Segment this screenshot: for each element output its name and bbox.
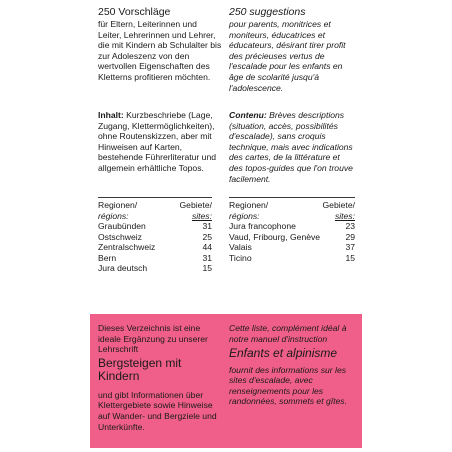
region-name: Graubünden: [98, 221, 146, 231]
table-row: [229, 242, 355, 253]
german-content-text: Kurzbeschriebe (Lage, Zugang, Klettermöglichkeiten), ohne Routenskizzen, aber mit Hinweisen auf Karten, bestehende Führerliteratur und allgemein erhältliche Topos.: [98, 110, 217, 173]
region-count: 37: [345, 242, 355, 252]
table-row: [98, 242, 212, 253]
region-name: Jura deutsch: [98, 263, 148, 273]
info-box-german-body: und gibt Informationen über Klettergebiete sowie Hinweise auf Wander- und Bergziele und Unterkünfte.: [98, 389, 217, 432]
region-count: 23: [345, 221, 355, 231]
region-name: Jura francophone: [229, 221, 296, 231]
info-box: [90, 314, 362, 448]
region-count: 31: [202, 252, 212, 263]
region-name: Zentralschweiz: [98, 242, 156, 252]
table-row: [229, 221, 355, 232]
table-row: [98, 263, 212, 274]
french-content-label: Contenu:: [229, 110, 267, 120]
info-box-french-title: Enfants et alpinisme: [229, 346, 338, 361]
region-count: 15: [202, 263, 212, 273]
french-table-rule: [229, 197, 355, 198]
french-header-sites: Gebiete/: [322, 200, 355, 210]
german-header-regions-fr: régions:: [98, 210, 129, 221]
info-box-french-lead: Cette liste, complément idéal à notre manuel d'instruction: [229, 323, 347, 344]
german-header-regions: Regionen/: [98, 200, 138, 210]
info-box-german: [98, 323, 222, 432]
german-intro: für Eltern, Leiterinnen und Leiter, Lehrerinnen und Lehrer, die mit Kindern ab Schulalter bis zur Adoleszenz von den wertvollen Eigenschaften des Kletterns profitieren möchten.: [98, 19, 222, 82]
table-row: [98, 221, 212, 232]
german-content: [98, 110, 222, 174]
region-name: Ostschweiz: [98, 231, 142, 242]
french-content: [229, 110, 353, 184]
table-row: [98, 253, 212, 264]
german-content-label: Inhalt:: [98, 110, 124, 120]
region-name: Bern: [98, 252, 117, 263]
french-content-text: Brèves descriptions (situation, accès, possibilités d'escalade), sans croquis technique, mais avec indications des cartes, de la littérature et des topos-guides que l'on trouve facilement.: [229, 110, 353, 184]
french-region-table: [229, 200, 355, 263]
region-name: Valais: [229, 242, 252, 252]
french-header-sites-fr: sites:: [334, 210, 355, 221]
french-intro: pour parents, monitrices et moniteurs, éducatrices et éducateurs, désirant tirer profit des précieuses vertus de l'escalade pour les enfants en âge de scolarité jusqu'à l'adolescence.: [229, 19, 346, 93]
region-name: Ticino: [229, 252, 252, 263]
german-table-rule: [98, 197, 212, 198]
info-box-french-body: fournit des informations sur les sites d'escalade, avec renseignements pour les randonnées, sommets et gîtes.: [229, 364, 347, 407]
table-row: [229, 232, 355, 243]
region-count: 44: [202, 242, 212, 252]
region-count: 31: [202, 221, 212, 231]
region-name: Vaud, Fribourg, Genève: [229, 231, 321, 242]
french-header-regions-fr: régions:: [229, 210, 260, 221]
french-table-header: [229, 200, 355, 221]
french-header-regions: Regionen/: [229, 200, 269, 210]
info-box-german-title: Bergsteigen mit Kindern: [98, 355, 182, 384]
region-count: 29: [345, 231, 355, 242]
table-row: [229, 253, 355, 264]
table-row: [98, 232, 212, 243]
german-header-sites-fr: sites:: [191, 210, 212, 221]
region-count: 15: [345, 252, 355, 263]
german-header-sites: Gebiete/: [179, 200, 212, 210]
german-title: 250 Vorschläge: [98, 6, 171, 18]
french-title: 250 suggestions: [229, 6, 306, 18]
region-count: 25: [202, 231, 212, 242]
info-box-german-lead: Dieses Verzeichnis ist eine ideale Ergänzung zu unserer Lehrschrift: [98, 323, 208, 355]
german-region-table: [98, 200, 212, 274]
info-box-french: [229, 323, 355, 407]
german-table-header: [98, 200, 212, 221]
